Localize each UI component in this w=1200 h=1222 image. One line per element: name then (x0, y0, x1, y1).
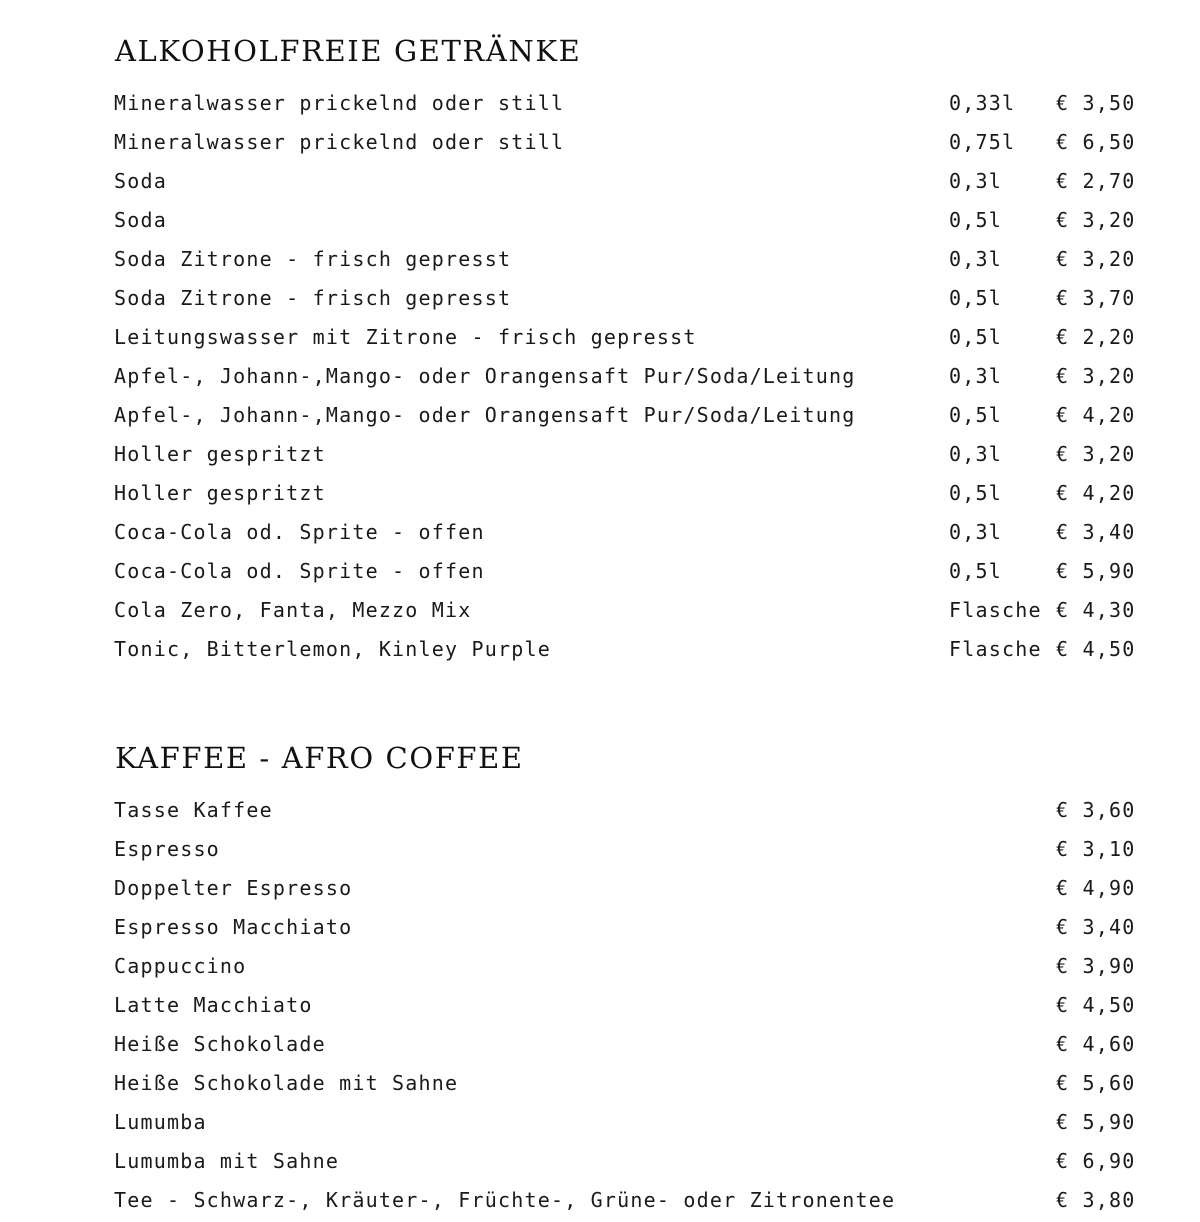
item-price: € 5,90 (1056, 559, 1136, 583)
item-price: € 3,40 (1056, 915, 1136, 939)
item-quantity: 0,3l (949, 520, 1002, 544)
item-name: Espresso Macchiato (114, 915, 353, 939)
item-price: € 4,50 (1056, 637, 1136, 661)
item-quantity: 0,3l (949, 247, 1002, 271)
item-name: Heiße Schokolade (114, 1032, 326, 1056)
item-name: Lumumba mit Sahne (114, 1149, 340, 1173)
item-quantity: 0,3l (949, 364, 1002, 388)
item-quantity: 0,33l (949, 91, 1016, 115)
item-price: € 3,70 (1056, 286, 1136, 310)
menu-item-row (0, 554, 1200, 593)
item-price: € 5,90 (1056, 1110, 1136, 1134)
item-price: € 6,50 (1056, 130, 1136, 154)
item-quantity: 0,3l (949, 169, 1002, 193)
item-name: Heiße Schokolade mit Sahne (114, 1071, 459, 1095)
item-name: Mineralwasser prickelnd oder still (114, 130, 565, 154)
menu-item-row (0, 203, 1200, 242)
item-price: € 4,90 (1056, 876, 1136, 900)
item-price: € 3,20 (1056, 247, 1136, 271)
menu-item-row (0, 1183, 1200, 1222)
section-title-coffee: KAFFEE - AFRO COFFEE (115, 741, 524, 775)
menu-item-row (0, 988, 1200, 1027)
menu-item-row (0, 793, 1200, 832)
menu-item-row (0, 86, 1200, 125)
menu-item-row (0, 593, 1200, 632)
item-name: Soda Zitrone - frisch gepresst (114, 286, 512, 310)
menu-item-row (0, 476, 1200, 515)
item-name: Soda (114, 169, 167, 193)
item-quantity: 0,75l (949, 130, 1016, 154)
item-name: Tee - Schwarz-, Kräuter-, Früchte-, Grüne- oder Zitronentee (114, 1188, 896, 1212)
item-quantity: 0,5l (949, 286, 1002, 310)
item-name: Coca-Cola od. Sprite - offen (114, 520, 485, 544)
item-price: € 3,80 (1056, 1188, 1136, 1212)
soft-drinks-list (0, 86, 1200, 671)
item-price: € 5,60 (1056, 1071, 1136, 1095)
menu-item-row (0, 320, 1200, 359)
item-name: Coca-Cola od. Sprite - offen (114, 559, 485, 583)
item-name: Cappuccino (114, 954, 247, 978)
item-price: € 4,60 (1056, 1032, 1136, 1056)
menu-item-row (0, 871, 1200, 910)
item-name: Leitungswasser mit Zitrone - frisch gepresst (114, 325, 697, 349)
menu-item-row (0, 632, 1200, 671)
item-name: Mineralwasser prickelnd oder still (114, 91, 565, 115)
item-price: € 4,20 (1056, 481, 1136, 505)
menu-item-row (0, 1105, 1200, 1144)
menu-item-row (0, 164, 1200, 203)
menu-item-row (0, 949, 1200, 988)
item-price: € 3,20 (1056, 364, 1136, 388)
item-quantity: 0,5l (949, 325, 1002, 349)
item-name: Lumumba (114, 1110, 207, 1134)
item-price: € 3,60 (1056, 798, 1136, 822)
item-name: Holler gespritzt (114, 481, 326, 505)
item-quantity: 0,5l (949, 481, 1002, 505)
item-quantity: Flasche (949, 637, 1042, 661)
item-quantity: Flasche (949, 598, 1042, 622)
item-price: € 2,70 (1056, 169, 1136, 193)
item-name: Espresso (114, 837, 220, 861)
item-name: Holler gespritzt (114, 442, 326, 466)
item-name: Cola Zero, Fanta, Mezzo Mix (114, 598, 472, 622)
item-name: Doppelter Espresso (114, 876, 353, 900)
item-quantity: 0,5l (949, 559, 1002, 583)
menu-item-row (0, 910, 1200, 949)
menu-item-row (0, 281, 1200, 320)
item-name: Soda (114, 208, 167, 232)
item-price: € 2,20 (1056, 325, 1136, 349)
section-title-soft-drinks: ALKOHOLFREIE GETRÄNKE (115, 34, 582, 68)
item-price: € 4,30 (1056, 598, 1136, 622)
item-price: € 3,50 (1056, 91, 1136, 115)
item-price: € 4,20 (1056, 403, 1136, 427)
menu-item-row (0, 1027, 1200, 1066)
item-name: Latte Macchiato (114, 993, 313, 1017)
menu-item-row (0, 832, 1200, 871)
menu-item-row (0, 437, 1200, 476)
item-name: Apfel-, Johann-,Mango- oder Orangensaft Pur/Soda/Leitung (114, 403, 856, 427)
menu-item-row (0, 359, 1200, 398)
item-price: € 3,90 (1056, 954, 1136, 978)
menu-item-row (0, 125, 1200, 164)
coffee-list (0, 793, 1200, 1222)
item-name: Tasse Kaffee (114, 798, 273, 822)
item-name: Tonic, Bitterlemon, Kinley Purple (114, 637, 551, 661)
item-price: € 3,20 (1056, 442, 1136, 466)
item-price: € 3,20 (1056, 208, 1136, 232)
item-quantity: 0,5l (949, 403, 1002, 427)
item-quantity: 0,3l (949, 442, 1002, 466)
menu-item-row (0, 1144, 1200, 1183)
menu-item-row (0, 515, 1200, 554)
menu-item-row (0, 1066, 1200, 1105)
item-price: € 3,10 (1056, 837, 1136, 861)
item-quantity: 0,5l (949, 208, 1002, 232)
item-price: € 3,40 (1056, 520, 1136, 544)
item-price: € 4,50 (1056, 993, 1136, 1017)
item-name: Apfel-, Johann-,Mango- oder Orangensaft Pur/Soda/Leitung (114, 364, 856, 388)
menu-item-row (0, 242, 1200, 281)
item-price: € 6,90 (1056, 1149, 1136, 1173)
menu-item-row (0, 398, 1200, 437)
item-name: Soda Zitrone - frisch gepresst (114, 247, 512, 271)
